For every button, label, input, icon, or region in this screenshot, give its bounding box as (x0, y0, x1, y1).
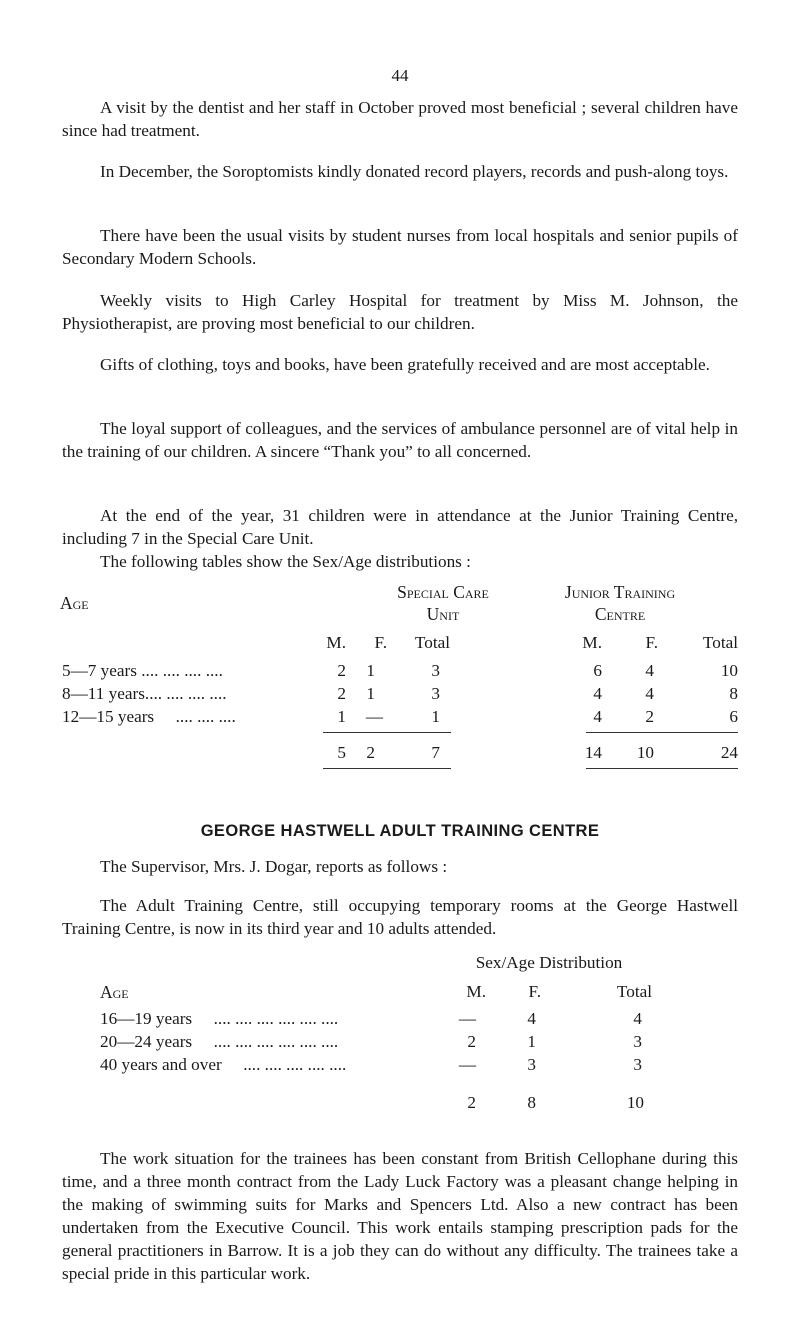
distribution-title: Sex/Age Distribution (475, 953, 623, 972)
table-cell: 1 (366, 661, 375, 680)
special-care-header-line2: Unit (426, 604, 460, 624)
table-cell: 2 (645, 707, 654, 726)
table-cell: 1 (337, 707, 346, 726)
adult-centre-paragraph: The Adult Training Centre, still occupying temporary rooms at the George Hastwell Training Centre, is now in its third year and 10 adults attended. (62, 896, 738, 938)
work-situation-paragraph: The work situation for the trainees has been constant from British Cellophane during this time, and a three month contract from the Lady Luck Factory was a pleasant change helping in the making of swimming suits for Marks and Spencers Ltd. Also a new contract has been undertaken from the Executive Council. This work entails stamping prescription pads for the general practitioners in Barrow. It is a job they can do without any difficulty. The trainees take a special pride in this particular work. (62, 1149, 738, 1283)
table-cell: 3 (633, 1055, 642, 1074)
table-cell: 4 (593, 707, 602, 726)
section-heading: GEORGE HASTWELL ADULT TRAINING CENTRE (200, 822, 600, 840)
table-cell: — (365, 707, 383, 726)
sub-header-f: F. (528, 982, 541, 1001)
sub-header-total: Total (414, 633, 450, 652)
table-cell: 6 (729, 707, 738, 726)
table-row-label: 20—24 years .... .... .... .... .... .... (100, 1032, 339, 1051)
table-total: 5 (337, 743, 346, 762)
table-cell: 2 (337, 684, 346, 703)
table-total: 2 (366, 743, 375, 762)
paragraph-gifts: Gifts of clothing, toys and books, have been gratefully received and are most acceptable. (100, 355, 710, 374)
table-total: 14 (584, 743, 602, 762)
table-total: 10 (636, 743, 654, 762)
page-number: 44 (391, 66, 409, 85)
table-cell: 4 (645, 661, 654, 680)
junior-training-header-line1: Junior Training (564, 582, 676, 602)
total-rule (586, 732, 738, 733)
table-cell: 2 (337, 661, 346, 680)
table-total: 10 (626, 1093, 644, 1112)
table-cell: 3 (431, 684, 440, 703)
special-care-header-line1: Special Care (397, 582, 489, 602)
supervisor-line: The Supervisor, Mrs. J. Dogar, reports as follows : (100, 857, 448, 876)
sub-header-f: F. (374, 633, 387, 652)
table-cell: 3 (527, 1055, 536, 1074)
table-cell: 8 (729, 684, 738, 703)
table-cell: 3 (633, 1032, 642, 1051)
sub-header-m: M. (326, 633, 346, 652)
sub-header-f: F. (645, 633, 658, 652)
total-rule (323, 732, 451, 733)
table-cell: 6 (593, 661, 602, 680)
junior-training-header-line2: Centre (594, 604, 646, 624)
table-intro: The following tables show the Sex/Age distributions : (100, 552, 471, 571)
paragraph-dentist: A visit by the dentist and her staff in October proved most beneficial ; several children have since had treatment. (62, 98, 738, 140)
table-row-label: 40 years and over .... .... .... .... .... (100, 1055, 347, 1074)
table-cell: 1 (527, 1032, 536, 1051)
sub-header-m: M. (466, 982, 486, 1001)
total-underline (323, 768, 451, 769)
table-cell: 10 (720, 661, 738, 680)
table-total: 24 (720, 743, 738, 762)
age-column-header: Age (100, 982, 129, 1002)
paragraph-soroptomists: In December, the Soroptomists kindly donated record players, records and push-along toys. (100, 162, 729, 181)
table-row-label: 8—11 years.... .... .... .... (62, 684, 227, 703)
table-total: 7 (431, 743, 440, 762)
table-row-label: 5—7 years .... .... .... .... (62, 661, 223, 680)
table-cell: 4 (633, 1009, 642, 1028)
table-cell: 4 (527, 1009, 536, 1028)
table-cell: 1 (366, 684, 375, 703)
paragraph-support: The loyal support of colleagues, and the services of ambulance personnel are of vital help in the training of our children. A sincere “Thank you” to all concerned. (62, 419, 738, 461)
age-column-header: Age (60, 593, 89, 613)
table-cell: 3 (431, 661, 440, 680)
paragraph-attendance: At the end of the year, 31 children were in attendance at the Junior Training Centre, including 7 in the Special Care Unit. (62, 506, 738, 548)
table-total: 2 (467, 1093, 476, 1112)
table-cell: 4 (593, 684, 602, 703)
table-cell: 1 (431, 707, 440, 726)
table-cell: — (458, 1055, 476, 1074)
sub-header-total: Total (702, 633, 738, 652)
sub-header-m: M. (582, 633, 602, 652)
paragraph-physiotherapy: Weekly visits to High Carley Hospital for treatment by Miss M. Johnson, the Physiotherapist, are proving most beneficial to our children. (62, 291, 738, 333)
table-cell: 4 (645, 684, 654, 703)
table-cell: 2 (467, 1032, 476, 1051)
table-cell: — (458, 1009, 476, 1028)
paragraph-student-nurses: There have been the usual visits by student nurses from local hospitals and senior pupils of Secondary Modern Schools. (62, 226, 738, 268)
sub-header-total: Total (616, 982, 652, 1001)
total-underline (586, 768, 738, 769)
table-row-label: 16—19 years .... .... .... .... .... .... (100, 1009, 339, 1028)
table-row-label: 12—15 years .... .... .... (62, 707, 236, 726)
table-total: 8 (527, 1093, 536, 1112)
